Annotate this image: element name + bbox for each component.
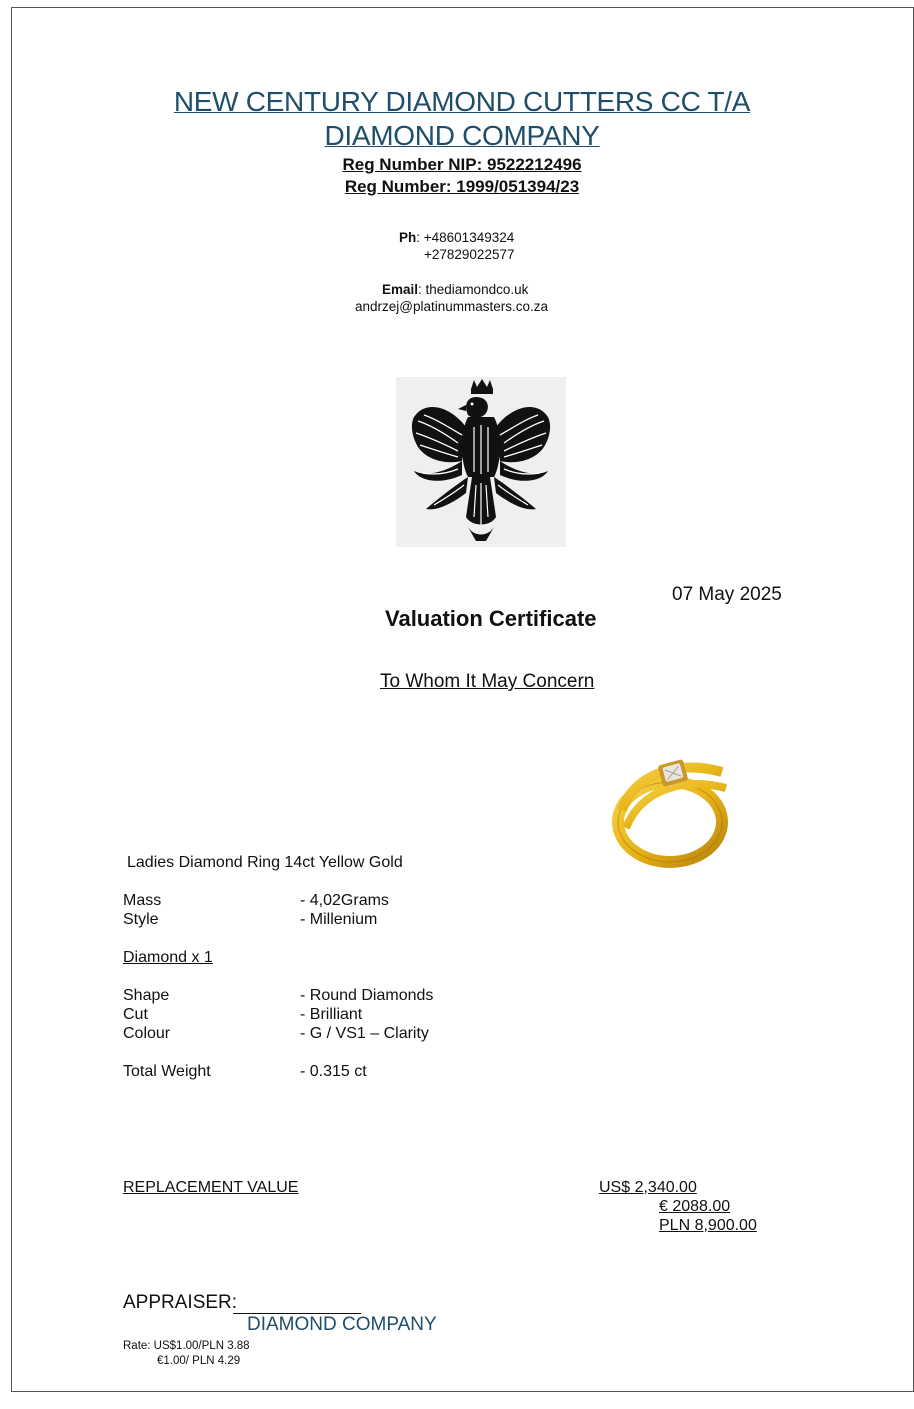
mass-value: - 4,02Grams [300, 892, 389, 909]
email-line-1 [382, 282, 528, 297]
mass-label: Mass [123, 892, 162, 909]
company-name-line-1: NEW CENTURY DIAMOND CUTTERS CC T/A [173, 86, 751, 117]
exchange-rate-eur: €1.00/ PLN 4.29 [157, 1355, 241, 1367]
salutation: To Whom It May Concern [380, 671, 595, 692]
replacement-value-label: REPLACEMENT VALUE [123, 1179, 299, 1196]
total-weight-label: Total Weight [123, 1063, 211, 1080]
phone-label: Ph [399, 230, 417, 245]
email-label: Email [382, 282, 419, 297]
cut-label: Cut [123, 1006, 148, 1023]
email-2: andrzej@platinummasters.co.za [355, 299, 549, 314]
style-label: Style [123, 911, 159, 928]
phone-number-2: +27829022577 [424, 247, 515, 262]
gold-diamond-ring-icon [604, 740, 744, 870]
certificate-date: 07 May 2025 [672, 584, 782, 605]
reg-number-nip: Reg Number NIP: 9522212496 [342, 155, 582, 174]
company-name-line-2: DIAMOND COMPANY [324, 120, 600, 151]
phone-number-1: : +48601349324 [416, 230, 515, 245]
colour-label: Colour [123, 1025, 171, 1042]
total-weight-value: - 0.315 ct [300, 1063, 367, 1080]
phone-line-1 [399, 230, 514, 245]
style-value: - Millenium [300, 911, 378, 928]
exchange-rate-usd: Rate: US$1.00/PLN 3.88 [123, 1340, 250, 1352]
certificate-title: Valuation Certificate [385, 606, 597, 631]
cut-value: - Brilliant [300, 1006, 363, 1023]
diamond-heading: Diamond x 1 [123, 949, 213, 966]
colour-value: - G / VS1 – Clarity [300, 1025, 429, 1042]
shape-value: - Round Diamonds [300, 987, 434, 1004]
polish-eagle-coat-of-arms-icon [396, 377, 566, 547]
appraiser-label: APPRAISER: [123, 1292, 238, 1313]
shape-label: Shape [123, 987, 170, 1004]
appraiser-company: DIAMOND COMPANY [247, 1314, 437, 1335]
reg-number: Reg Number: 1999/051394/23 [344, 177, 580, 196]
email-1: : thediamondco.uk [418, 282, 529, 297]
replacement-value-pln: PLN 8,900.00 [659, 1217, 757, 1234]
item-description: Ladies Diamond Ring 14ct Yellow Gold [127, 854, 403, 871]
replacement-value-eur: € 2088.00 [659, 1198, 731, 1215]
replacement-value-usd: US$ 2,340.00 [599, 1179, 697, 1196]
